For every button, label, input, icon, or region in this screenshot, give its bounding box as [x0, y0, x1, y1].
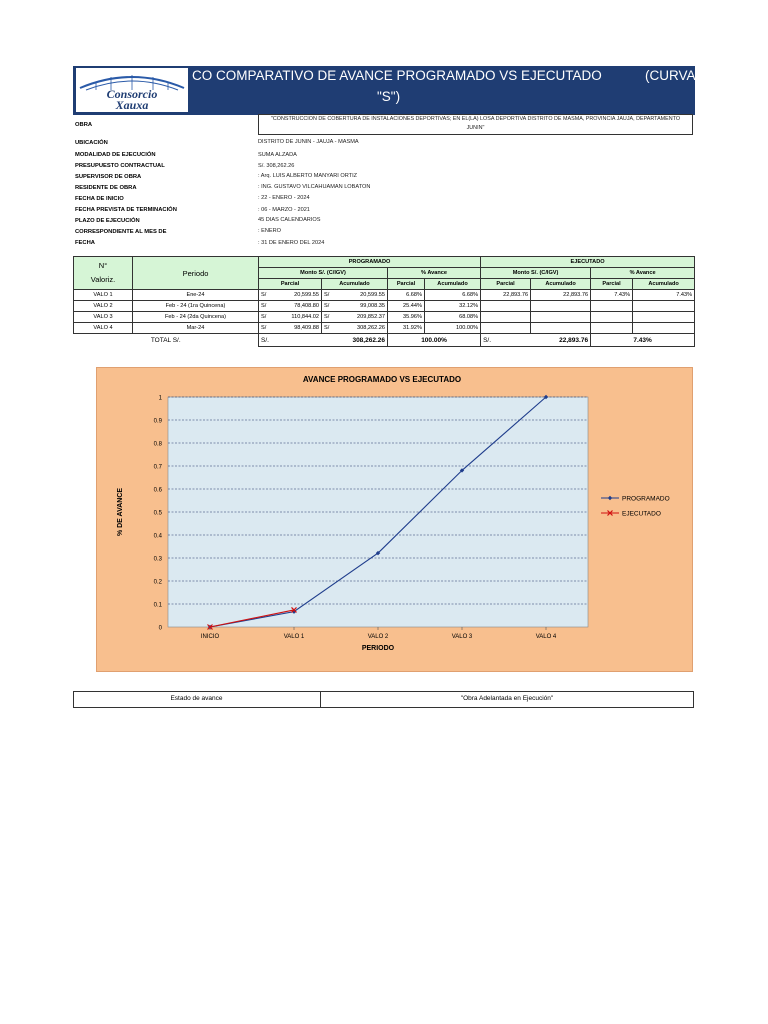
- cell-currency: S/: [259, 323, 270, 334]
- logo-text-line2: Xauxa: [115, 98, 149, 112]
- x-tick-label: INICIO: [200, 634, 220, 640]
- obra-label: OBRA: [75, 122, 93, 128]
- logo-text-line1: Consorcio: [106, 87, 158, 101]
- progress-chart: [96, 367, 693, 672]
- cell-ejec-pct-parcial: [591, 323, 633, 334]
- y-tick-label: 0.9: [153, 418, 162, 425]
- info-value-plazo: 45 DIAS CALENDARIOS: [258, 217, 321, 223]
- cell-currency: S/: [259, 301, 270, 312]
- cell-periodo: Feb - 24 (1ra Quincena): [133, 301, 259, 312]
- table-row: [74, 290, 695, 301]
- legend-label: PROGRAMADO: [622, 495, 670, 503]
- cell-valo: VALO 3: [74, 312, 133, 323]
- x-tick-label: VALO 1: [283, 634, 305, 640]
- x-axis-ticks: [201, 627, 557, 640]
- report-title-s: "S"): [377, 89, 401, 104]
- x-axis-label: PERIODO: [361, 645, 395, 652]
- cell-prog-parcial: 110,844.02: [270, 312, 322, 323]
- cell-prog-pct-acum: 6.68%: [425, 290, 481, 301]
- info-value-presupuesto: S/. 308,262.26: [258, 163, 295, 169]
- x-tick-label: VALO 3: [451, 634, 473, 640]
- cell-prog-acum: 308,262.26: [333, 323, 388, 334]
- info-value-fecha: : 31 DE ENERO DEL 2024: [258, 240, 325, 246]
- cell-ejec-parcial: [481, 301, 531, 312]
- y-tick-label: 0: [158, 625, 162, 632]
- header-acumulado: Acumulado: [322, 279, 388, 290]
- cell-ejec-acum: [531, 312, 591, 323]
- header-no: N°: [98, 261, 108, 270]
- legend: [601, 496, 670, 518]
- info-value-mes: : ENERO: [258, 228, 282, 234]
- cell-prog-pct-parcial: 35.96%: [388, 312, 425, 323]
- total-currency-ejec: S/.: [481, 334, 531, 347]
- header-cell-no: [74, 257, 133, 290]
- cell-prog-acum: 99,008.35: [333, 301, 388, 312]
- cell-prog-pct-parcial: 6.68%: [388, 290, 425, 301]
- cell-currency: S/: [322, 312, 333, 323]
- table-row: [74, 323, 695, 334]
- cell-ejec-parcial: [481, 312, 531, 323]
- total-ejecutado-pct: 7.43%: [591, 334, 695, 347]
- info-label-fecha-termino: FECHA PREVISTA DE TERMINACIÓN: [75, 207, 177, 213]
- y-axis-ticks: [154, 396, 163, 632]
- info-label-presupuesto: PRESUPUESTO CONTRACTUAL: [75, 163, 165, 169]
- info-label-mes: CORRESPONDIENTE AL MES DE: [75, 229, 167, 235]
- y-tick-label: 0.1: [153, 602, 162, 609]
- cell-currency: S/: [322, 323, 333, 334]
- bridge-logo-icon: [76, 68, 188, 112]
- total-currency-prog: S/.: [259, 334, 322, 347]
- info-value-fecha-termino: : 06 - MARZO - 2021: [258, 207, 310, 213]
- info-value-ubicacion: DISTRITO DE JUNIN - JAUJA - MASMA: [258, 139, 359, 145]
- y-tick-label: 0.4: [153, 533, 162, 540]
- header-programado: PROGRAMADO: [259, 257, 481, 268]
- cell-periodo: Mar-24: [133, 323, 259, 334]
- header-parcial: Parcial: [481, 279, 531, 290]
- info-label-modalidad: MODALIDAD DE EJECUCIÓN: [75, 152, 156, 158]
- total-label: TOTAL S/.: [150, 336, 181, 344]
- header-acumulado: Acumulado: [425, 279, 481, 290]
- cell-prog-acum: 20,599.55: [333, 290, 388, 301]
- cell-currency: S/: [322, 290, 333, 301]
- obra-value: "CONSTRUCCION DE COBERTURA DE INSTALACIONES DEPORTIVAS; EN EL(LA) LOSA DEPORTIVA DISTRITO DE MASMA, PROVINCIA JAUJA, DEPARTAMENTO JUNIN": [270, 116, 681, 131]
- info-label-plazo: PLAZO DE EJECUCIÓN: [75, 218, 140, 224]
- x-tick-label: VALO 4: [535, 634, 557, 640]
- cell-prog-parcial: 20,599.55: [270, 290, 322, 301]
- y-tick-label: 0.7: [153, 464, 162, 471]
- status-value: "Obra Adelantada en Ejecución": [460, 695, 554, 702]
- legend-label: EJECUTADO: [622, 510, 661, 518]
- y-tick-label: 0.6: [153, 487, 162, 494]
- cell-periodo: Ene-24: [133, 290, 259, 301]
- info-label-fecha: FECHA: [75, 240, 95, 246]
- table-total-row: [74, 334, 695, 347]
- cell-prog-pct-parcial: 31.92%: [388, 323, 425, 334]
- cell-ejec-pct-acum: [633, 301, 695, 312]
- valorization-table: [73, 256, 695, 347]
- info-value-fecha-inicio: : 22 - ENERO - 2024: [258, 195, 310, 201]
- cell-currency: S/: [259, 312, 270, 323]
- cell-valo: VALO 4: [74, 323, 133, 334]
- total-programado-pct: 100.00%: [388, 334, 481, 347]
- table-header-row-1: [74, 257, 695, 268]
- cell-ejec-pct-acum: 7.43%: [633, 290, 695, 301]
- consorcio-logo: [76, 68, 188, 112]
- header-parcial: Parcial: [591, 279, 633, 290]
- cell-prog-parcial: 98,409.88: [270, 323, 322, 334]
- cell-prog-parcial: 78,408.80: [270, 301, 322, 312]
- x-tick-label: VALO 2: [367, 634, 389, 640]
- header-monto-prog: Monto S/. (C/IGV): [259, 268, 388, 279]
- cell-prog-pct-parcial: 25.44%: [388, 301, 425, 312]
- total-ejecutado: 22,893.76: [531, 334, 591, 347]
- cell-ejec-parcial: 22,893.76: [481, 290, 531, 301]
- cell-ejec-acum: 22,893.76: [531, 290, 591, 301]
- info-label-ubicacion: UBICACIÓN: [75, 140, 108, 146]
- header-parcial: Parcial: [388, 279, 425, 290]
- cell-currency: S/: [259, 290, 270, 301]
- cell-currency: S/: [322, 301, 333, 312]
- cell-ejec-pct-parcial: 7.43%: [591, 290, 633, 301]
- table-row: [74, 301, 695, 312]
- cell-valo: VALO 1: [74, 290, 133, 301]
- info-value-supervisor: : Arq. LUIS ALBERTO MANYARI ORTIZ: [258, 173, 358, 179]
- cell-periodo: Feb - 24 (2da Quincena): [133, 312, 259, 323]
- header-acumulado: Acumulado: [531, 279, 591, 290]
- chart-title: AVANCE PROGRAMADO VS EJECUTADO: [302, 375, 462, 384]
- cell-valo: VALO 2: [74, 301, 133, 312]
- y-tick-label: 0.5: [153, 510, 162, 517]
- cell-prog-pct-acum: 100.00%: [425, 323, 481, 334]
- cell-prog-pct-acum: 32.12%: [425, 301, 481, 312]
- cell-ejec-parcial: [481, 323, 531, 334]
- info-value-residente: : ING. GUSTAVO VILCAHUAMAN LOBATON: [258, 184, 371, 190]
- y-tick-label: 0.8: [153, 441, 162, 448]
- info-label-residente: RESIDENTE DE OBRA: [75, 185, 137, 191]
- y-tick-label: 0.3: [153, 556, 162, 563]
- y-tick-label: 0.2: [153, 579, 162, 586]
- info-value-modalidad: SUMA ALZADA: [258, 152, 297, 158]
- cell-ejec-pct-parcial: [591, 312, 633, 323]
- y-tick-label: 1: [158, 395, 162, 402]
- cell-prog-acum: 209,852.37: [333, 312, 388, 323]
- header-monto-ejec: Monto S/. (C/IGV): [481, 268, 591, 279]
- data-point: [608, 496, 612, 500]
- table-row: [74, 312, 695, 323]
- report-title: CO COMPARATIVO DE AVANCE PROGRAMADO VS EJECUTADO: [192, 68, 602, 83]
- cell-prog-pct-acum: 68.08%: [425, 312, 481, 323]
- cell-ejec-acum: [531, 301, 591, 312]
- header-valoriz: Valoriz.: [90, 275, 116, 284]
- info-label-fecha-inicio: FECHA DE INICIO: [75, 196, 124, 202]
- header-parcial: Parcial: [259, 279, 322, 290]
- header-avance-prog: % Avance: [388, 268, 481, 279]
- header-ejecutado: EJECUTADO: [481, 257, 695, 268]
- info-label-supervisor: SUPERVISOR DE OBRA: [75, 174, 142, 180]
- cell-ejec-pct-parcial: [591, 301, 633, 312]
- header-periodo: Periodo: [133, 257, 259, 290]
- report-title-curva: (CURVA: [645, 68, 696, 83]
- total-programado: 308,262.26: [322, 334, 388, 347]
- y-axis-label: % DE AVANCE: [117, 487, 124, 537]
- cell-ejec-pct-acum: [633, 323, 695, 334]
- header-acumulado: Acumulado: [633, 279, 695, 290]
- header-avance-ejec: % Avance: [591, 268, 695, 279]
- status-label: Estado de avance: [170, 695, 223, 702]
- cell-ejec-acum: [531, 323, 591, 334]
- cell-ejec-pct-acum: [633, 312, 695, 323]
